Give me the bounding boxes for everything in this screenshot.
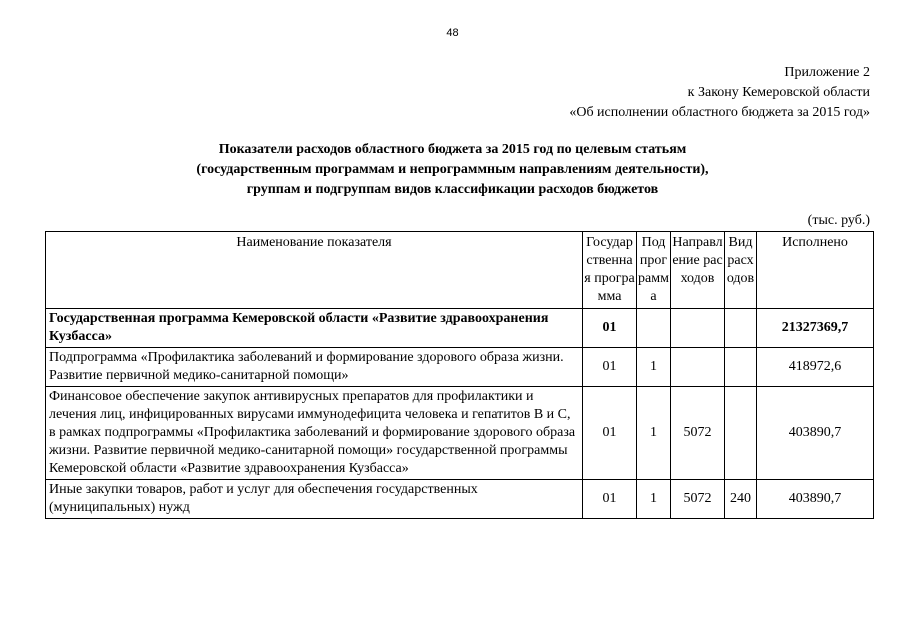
row-direction: 5072 [671,480,725,519]
header-name: Наименование показателя [46,232,583,309]
header-direction: Направление расходов [671,232,725,309]
row-direction [671,309,725,348]
row-executed: 21327369,7 [757,309,874,348]
row-type [725,348,757,387]
table-row [46,387,874,480]
row-program: 01 [583,480,637,519]
row-subprogram: 1 [637,348,671,387]
row-name: Подпрограмма «Профилактика заболеваний и формирование здорового образа жизни. Развитие первичной медико-санитарной помощи» [46,348,583,387]
row-program: 01 [583,309,637,348]
table-row [46,480,874,519]
row-subprogram [637,309,671,348]
row-type [725,309,757,348]
row-type [725,387,757,480]
expenses-table [45,231,874,519]
row-program: 01 [583,387,637,480]
appendix-line-3: «Об исполнении областного бюджета за 2015 год» [569,105,870,120]
units-label: (тыс. руб.) [807,213,870,228]
row-executed: 418972,6 [757,348,874,387]
table-header-row [46,232,874,309]
table-row [46,348,874,387]
title-line-2: (государственным программам и непрограммным направлениям деятельности), [196,162,709,177]
header-type: Вид расходов [725,232,757,309]
row-subprogram: 1 [637,480,671,519]
row-name: Иные закупки товаров, работ и услуг для обеспечения государственных (муниципальных) нужд [46,480,583,519]
header-executed: Исполнено [757,232,874,309]
appendix-line-2: к Закону Кемеровской области [687,85,870,100]
appendix-line-1: Приложение 2 [784,65,870,80]
appendix-block [569,63,870,123]
row-executed: 403890,7 [757,387,874,480]
row-program: 01 [583,348,637,387]
row-direction [671,348,725,387]
row-direction: 5072 [671,387,725,480]
title-line-1: Показатели расходов областного бюджета за 2015 год по целевым статьям [218,142,687,157]
title-line-3: группам и подгруппам видов классификации расходов бюджетов [246,182,659,197]
page-number: 48 [446,27,459,39]
header-program: Государственная программа [583,232,637,309]
row-name: Государственная программа Кемеровской области «Развитие здравоохранения Кузбасса» [46,309,583,348]
header-subprogram: Подпрограмма [637,232,671,309]
row-type: 240 [725,480,757,519]
document-title [0,140,905,200]
table-row [46,309,874,348]
row-name: Финансовое обеспечение закупок антивирусных препаратов для профилактики и лечения лиц, инфицированных вирусами иммунодефицита человека и гепатитов В и С, в рамках подпрограммы «Профилактика заболеваний и формирование здорового образа жизни. Развитие первичной медико-санитарной помощи» государственной программы Кемеровской области «Развитие здравоохранения Кузбасса» [46,387,583,480]
row-executed: 403890,7 [757,480,874,519]
row-subprogram: 1 [637,387,671,480]
